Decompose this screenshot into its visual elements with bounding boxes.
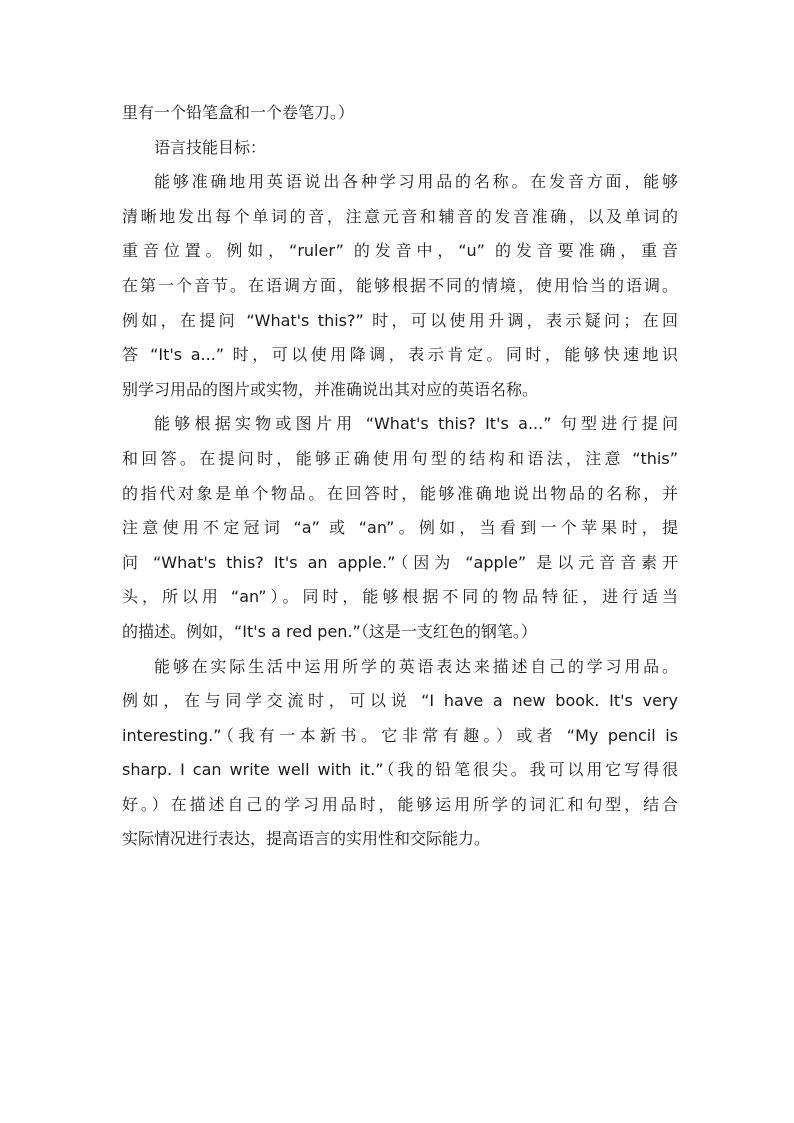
paragraph-2-line: 头，所以用 “an”）。同时，能够根据不同的物品特征，进行适当 — [122, 587, 678, 607]
paragraph-1-line: 答 “It's a...” 时，可以使用降调，表示肯定。同时，能够快速地识 — [122, 345, 678, 365]
paragraph-1-line: 在第一个音节。在语调方面，能够根据不同的情境，使用恰当的语调。 — [122, 275, 678, 295]
paragraph-2-line: 能够根据实物或图片用 “What's this? It's a...” 句型进行提问 — [154, 414, 678, 434]
text-line: 里有一个铅笔盒和一个卷笔刀。） — [122, 103, 355, 122]
paragraph-2-line: 问 “What's this? It's an apple.”（因为 “apple” 是以元音音素开 — [122, 552, 678, 572]
paragraph-2-line: 和回答。在提问时，能够正确使用句型的结构和语法，注意 “this” — [122, 448, 678, 468]
paragraph-1-line: 例如，在提问 “What's this?” 时，可以使用升调，表示疑问；在回 — [122, 310, 678, 330]
paragraph-3-line: interesting.”（我有一本新书。它非常有趣。）或者 “My pencil is — [122, 725, 678, 745]
paragraph-2-line: 注意使用不定冠词 “a” 或 “an”。例如，当看到一个苹果时，提 — [122, 518, 678, 538]
paragraph-1-line: 能够准确地用英语说出各种学习用品的名称。在发音方面，能够 — [154, 172, 678, 192]
document-body — [122, 96, 678, 857]
section-heading: 语言技能目标： — [154, 137, 267, 157]
paragraph-2-line: 的描述。例如，“It's a red pen.”（这是一支红色的钢笔。） — [122, 621, 537, 641]
paragraph-1-line: 重音位置。例如，“ruler” 的发音中，“u” 的发音要准确，重音 — [122, 241, 678, 261]
paragraph-3-line: 能够在实际生活中运用所学的英语表达来描述自己的学习用品。 — [154, 656, 678, 676]
paragraph-1-line: 清晰地发出每个单词的音，注意元音和辅音的发音准确，以及单词的 — [122, 206, 678, 226]
paragraph-1-line: 别学习用品的图片或实物，并准确说出其对应的英语名称。 — [122, 379, 539, 399]
paragraph-3-line: 好。）在描述自己的学习用品时，能够运用所学的词汇和句型，结合 — [122, 794, 678, 814]
paragraph-2-line: 的指代对象是单个物品。在回答时，能够准确地说出物品的名称，并 — [122, 483, 678, 503]
paragraph-3-line: 例如，在与同学交流时，可以说 “I have a new book. It's very — [122, 691, 678, 711]
paragraph-3-line: sharp. I can write well with it.”（我的铅笔很尖。我可以用它写得很 — [122, 760, 678, 780]
paragraph-3-line: 实际情况进行表达，提高语言的实用性和交际能力。 — [122, 829, 491, 849]
